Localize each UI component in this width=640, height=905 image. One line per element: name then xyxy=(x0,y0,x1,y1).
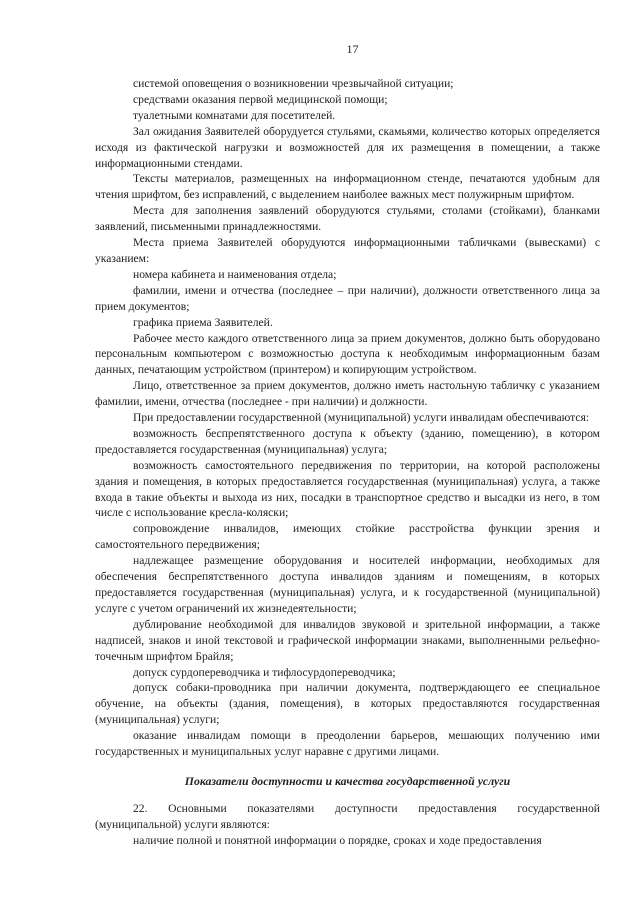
paragraph: возможность самостоятельного передвижения по территории, на которой расположены здания и помещения, в которых предоставляется государственная (муниципальная) услуга, а также входа в такие объекты и выхода из них, посадки в транспортное средство и высадки из него, в том числе с использование кресла-коляски; xyxy=(95,458,600,520)
paragraph: возможность беспрепятственного доступа к объекту (зданию, помещению), в котором предоставляется государственная (муниципальная) услуга; xyxy=(95,426,600,456)
paragraph: фамилии, имени и отчества (последнее – при наличии), должности ответственного лица за прием документов; xyxy=(95,283,600,313)
paragraph: Тексты материалов, размещенных на информационном стенде, печатаются удобным для чтения шрифтом, без исправлений, с выделением наиболее важных мест полужирным шрифтом. xyxy=(95,172,600,202)
paragraph: Зал ожидания Заявителей оборудуется стульями, скамьями, количество которых определяется исходя из фактической нагрузки и возможностей для их размещения в помещении, а также информационными стендами. xyxy=(95,124,600,170)
page-number: 17 xyxy=(346,42,359,56)
paragraph: Места для заполнения заявлений оборудуются стульями, столами (стойками), бланками заявлений, письменными принадлежностями. xyxy=(95,204,600,234)
paragraph: допуск собаки-проводника при наличии документа, подтверждающего ее специальное обучение, на объекты (здания, помещения), в которых предоставляются государственная (муниципальная) услуги; xyxy=(95,681,600,727)
paragraph: дублирование необходимой для инвалидов звуковой и зрительной информации, а также надписей, знаков и иной текстовой и графической информации знаками, выполненными рельефно-точечным шрифтом Брайля; xyxy=(95,617,600,663)
paragraph: оказание инвалидам помощи в преодолении барьеров, мешающих получению ими государственных и муниципальных услуг наравне с другими лицами. xyxy=(95,729,600,759)
paragraph: При предоставлении государственной (муниципальной) услуги инвалидам обеспечиваются: xyxy=(133,411,590,425)
paragraph: графика приема Заявителей. xyxy=(133,315,273,329)
paragraph: надлежащее размещение оборудования и носителей информации, необходимых для обеспечения беспрепятственного доступа инвалидов зданиям и помещениям, в которых предоставляется государственная (муниципальная) услуга, и к государственной (муниципальной) услуге с учетом ограничений их жизнедеятельности; xyxy=(95,554,600,615)
paragraph: наличие полной и понятной информации о порядке, сроках и ходе предоставления xyxy=(133,833,542,847)
paragraph: туалетными комнатами для посетителей. xyxy=(133,108,336,122)
paragraph: Лицо, ответственное за прием документов, должно иметь настольную табличку с указанием фамилии, имени, отчества (последнее - при наличии) и должности. xyxy=(95,379,600,409)
paragraph: системой оповещения о возникновении чрезвычайной ситуации; xyxy=(133,77,454,90)
paragraph: средствами оказания первой медицинской помощи; xyxy=(133,92,388,106)
paragraph: Рабочее место каждого ответственного лица за прием документов, должно быть оборудовано персональным компьютером с возможностью доступа к необходимым информационным базам данных, печатающим устройством (принтером) и копирующим устройством. xyxy=(95,331,600,377)
paragraph: Места приема Заявителей оборудуются информационными табличками (вывесками) с указанием: xyxy=(95,236,600,265)
paragraph: 22. Основными показателями доступности предоставления государственной (муниципальной) услуги являются: xyxy=(95,801,600,831)
section-heading: Показатели доступности и качества государственной услуги xyxy=(184,773,511,788)
paragraph: допуск сурдопереводчика и тифлосурдопереводчика; xyxy=(133,665,396,679)
document-body xyxy=(95,76,600,849)
paragraph: номера кабинета и наименования отдела; xyxy=(133,267,337,281)
paragraph: сопровождение инвалидов, имеющих стойкие расстройства функции зрения и самостоятельного передвижения; xyxy=(95,522,600,552)
